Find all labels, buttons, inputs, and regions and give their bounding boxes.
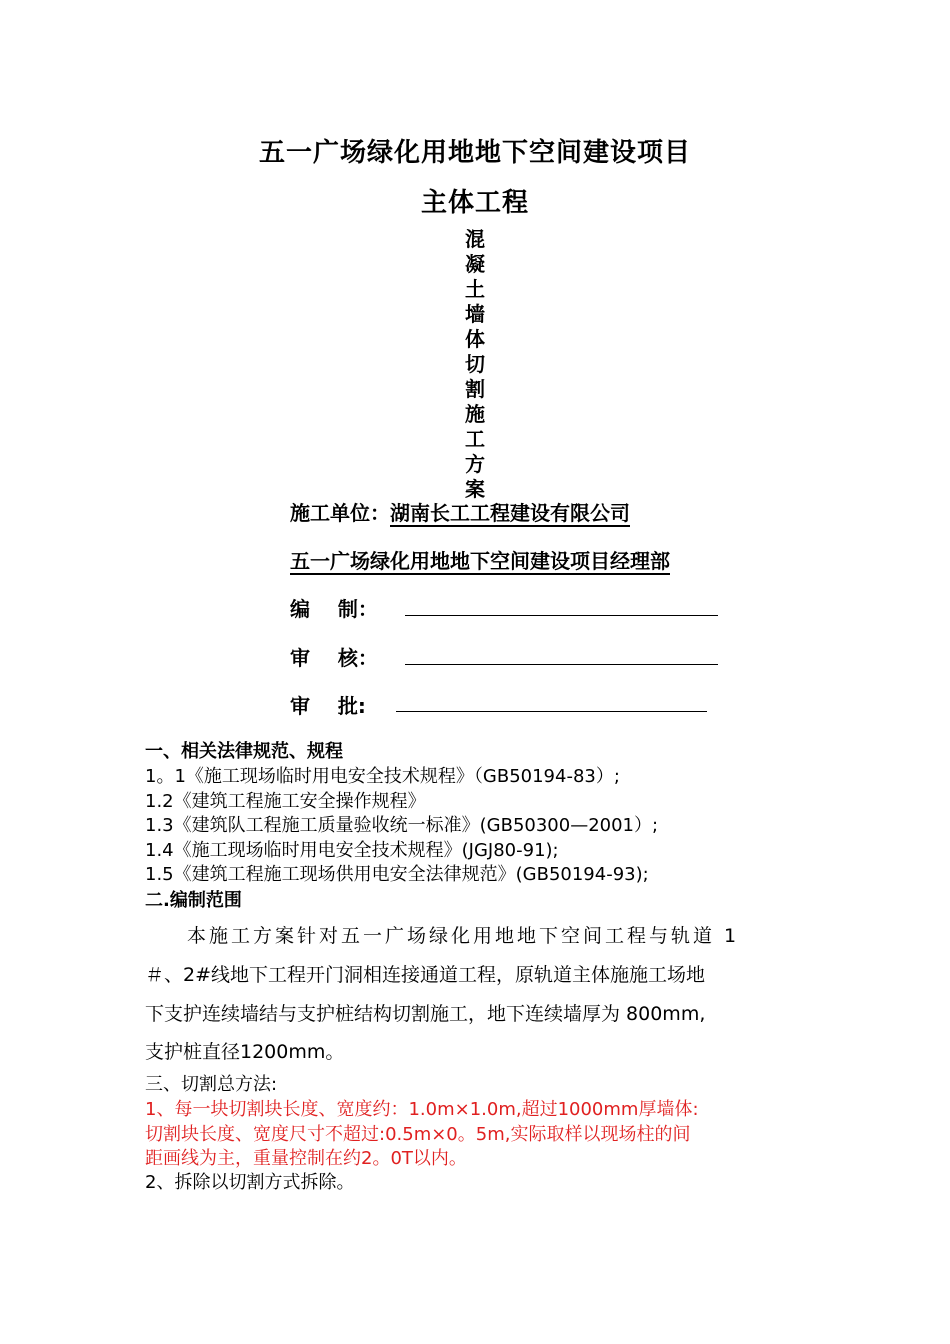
department-name: 五一广场绿化用地地下空间建设项目经理部 [290, 549, 670, 573]
sig-label-review: 审 核： [290, 646, 378, 670]
cutting-method-red-line: 1、每一块切割块长度、宽度约：1.0m×1.0m,超过1000mm厚墙体: [145, 1099, 699, 1120]
vertical-title-char: 方 [465, 452, 485, 476]
scope-paragraph-line: ＃、2#线地下工程开门洞相连接通道工程，原轨道主体施施工场地 [145, 964, 706, 986]
vertical-title-char: 凝 [465, 252, 485, 276]
vertical-title-char: 案 [465, 477, 485, 501]
vertical-title-char: 施 [465, 402, 485, 426]
regulation-item: 1。1《施工现场临时用电安全技术规程》（GB50194-83）; [145, 766, 620, 787]
vertical-title-char: 工 [465, 427, 485, 451]
doc-title-line2: 主体工程 [420, 188, 529, 218]
scope-paragraph-line: 本施工方案针对五一广场绿化用地地下空间工程与轨道 1 [187, 925, 740, 947]
scope-paragraph-line: 支护桩直径1200mm。 [145, 1041, 345, 1063]
regulation-item: 1.4《施工现场临时用电安全技术规程》(JGJ80-91); [145, 840, 559, 861]
vertical-title-char: 混 [465, 227, 485, 251]
regulation-item: 1.2《建筑工程施工安全操作规程》 [145, 791, 426, 812]
cutting-method-red-line: 切割块长度、宽度尺寸不超过:0.5m×0。5m,实际取样以现场柱的间 [145, 1124, 691, 1145]
sig-label-approve: 审 批: [290, 694, 366, 718]
sig-line-compile[interactable] [405, 615, 718, 616]
section3-heading: 三、切割总方法: [145, 1074, 278, 1095]
company-label: 施工单位： [290, 501, 390, 525]
section2-heading: 二.编制范围 [145, 890, 242, 911]
sig-line-approve[interactable] [396, 711, 707, 712]
cutting-method-item2: 2、拆除以切割方式拆除。 [145, 1172, 355, 1193]
sig-line-review[interactable] [405, 664, 718, 665]
section1-heading: 一、相关法律规范、规程 [145, 741, 343, 762]
doc-title-line1: 五一广场绿化用地地下空间建设项目 [258, 138, 691, 168]
sig-label-compile: 编 制： [290, 597, 378, 621]
vertical-title-char: 墙 [465, 302, 485, 326]
vertical-title-char: 土 [465, 277, 485, 301]
cutting-method-red-line: 距画线为主，重量控制在约2。0T以内。 [145, 1148, 467, 1169]
vertical-title-char: 体 [465, 327, 485, 351]
scope-paragraph-line: 下支护连续墙结与支护桩结构切割施工，地下连续墙厚为 800mm, [145, 1003, 706, 1025]
company-name: 湖南长工工程建设有限公司 [390, 501, 630, 525]
company-row [290, 497, 630, 526]
regulation-item: 1.5《建筑工程施工现场供用电安全法律规范》(GB50194-93); [145, 864, 649, 885]
vertical-title-char: 割 [465, 377, 485, 401]
regulation-item: 1.3《建筑队工程施工质量验收统一标准》(GB50300—2001）; [145, 815, 659, 836]
vertical-title-char: 切 [465, 352, 485, 376]
